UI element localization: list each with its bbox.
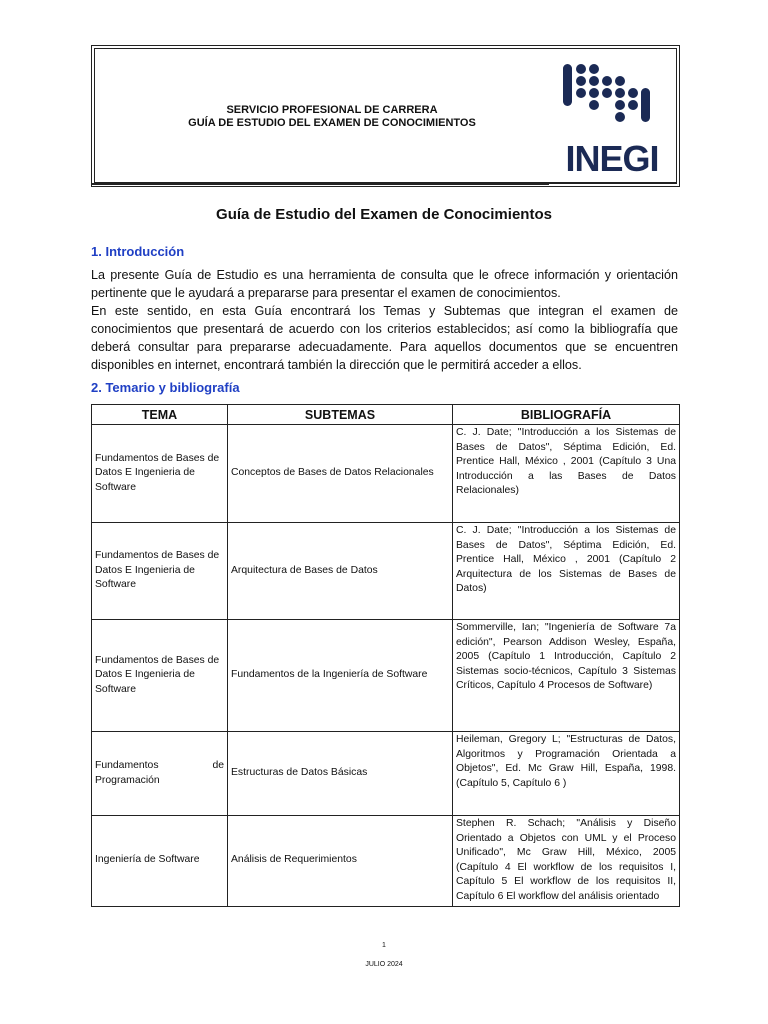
table-row — [92, 732, 680, 816]
footer-date: JULIO 2024 — [365, 961, 403, 968]
cell-tema: Fundamentos de Bases de Datos E Ingenieria de Software — [92, 425, 228, 523]
syllabus-table — [91, 404, 680, 907]
section-heading-temario: 2. Temario y bibliografía — [91, 380, 240, 395]
document-title: Guía de Estudio del Examen de Conocimientos — [216, 206, 552, 223]
header-box — [91, 45, 680, 187]
section-heading-introduccion: 1. Introducción — [91, 244, 185, 259]
logo-wordmark: INEGI — [565, 138, 659, 179]
header-line-2: GUÍA DE ESTUDIO DEL EXAMEN DE CONOCIMIENTOS — [188, 117, 476, 129]
cell-tema: Fundamentos de Bases de Datos E Ingenieria de Software — [92, 620, 228, 732]
cell-subtema: Análisis de Requerimientos — [228, 816, 453, 907]
cell-tema: Ingeniería de Software — [92, 816, 228, 907]
cell-bibliografia: C. J. Date; "Introducción a los Sistemas de Bases de Datos", Séptima Edición, Ed. Prentice Hall, México , 2001 (Capítulo 3 Una Introducción a las Bases de Datos Relacionales) — [453, 425, 680, 523]
page-number: 1 — [382, 942, 386, 949]
cell-bibliografia: Sommerville, Ian; "Ingeniería de Software 7a edición", Pearson Addison Wesley, España, 2005 (Capítulo 1 Introducción, Capítulo 2 Sistemas socio-técnicos, Capítulo 3 Sistemas Críticos, Capítulo 4 Procesos de Software) — [453, 620, 680, 732]
table-row — [92, 816, 680, 907]
inegi-logo-dots-icon — [557, 60, 667, 140]
cell-tema: Fundamentos de Bases de Datos E Ingenieria de Software — [92, 523, 228, 620]
intro-paragraph-2: En este sentido, en esta Guía encontrará los Temas y Subtemas que integran el examen de conocimientos que presentará de acuerdo con los criterios establecidos; así como la bibliografía que deberá consultar para prepararse adecuadamente. Para aquellos documentos que se encuentren disponibles en internet, encontrará también la dirección que le permitirá acceder a ellos. — [91, 304, 678, 372]
table-header-row — [92, 405, 680, 425]
cell-subtema: Estructuras de Datos Básicas — [228, 732, 453, 816]
inegi-logo — [557, 60, 667, 178]
intro-paragraph-1: La presente Guía de Estudio es una herramienta de consulta que le ofrece información y orientación pertinente que le ayudará a prepararse para presentar el examen de conocimientos. — [91, 268, 678, 300]
header-text — [132, 104, 532, 130]
column-header-subtemas: SUBTEMAS — [228, 405, 453, 425]
column-header-bibliografia: BIBLIOGRAFÍA — [453, 405, 680, 425]
table-row — [92, 425, 680, 523]
cell-subtema: Fundamentos de la Ingeniería de Software — [228, 620, 453, 732]
header-line-1: SERVICIO PROFESIONAL DE CARRERA — [226, 104, 438, 116]
table-row — [92, 523, 680, 620]
cell-subtema: Conceptos de Bases de Datos Relacionales — [228, 425, 453, 523]
cell-bibliografia: C. J. Date; "Introducción a los Sistemas de Bases de Datos", Séptima Edición, Ed. Prentice Hall, México , 2001 (Capítulo 2 Arquitectura de los Sistemas de Bases de Datos) — [453, 523, 680, 620]
table-row — [92, 620, 680, 732]
cell-bibliografia: Stephen R. Schach; "Análisis y Diseño Orientado a Objetos con UML y el Proceso Unificado", Mc Graw Hill, México, 2005 (Capítulo 4 El workflow de los requisitos I, Capítulo 5 El workflow de los requisitos II, Capítulo 6 El workflow del análisis orientado — [453, 816, 680, 907]
header-rule — [91, 183, 549, 185]
cell-tema: Fundamentos de Programación — [92, 732, 228, 816]
column-header-tema: TEMA — [92, 405, 228, 425]
cell-bibliografia: Heileman, Gregory L; "Estructuras de Datos, Algoritmos y Programación Orientada a Objetos", Ed. Mc Graw Hill, España, 1998. (Capítulo 5, Capítulo 6 ) — [453, 732, 680, 816]
cell-subtema: Arquitectura de Bases de Datos — [228, 523, 453, 620]
